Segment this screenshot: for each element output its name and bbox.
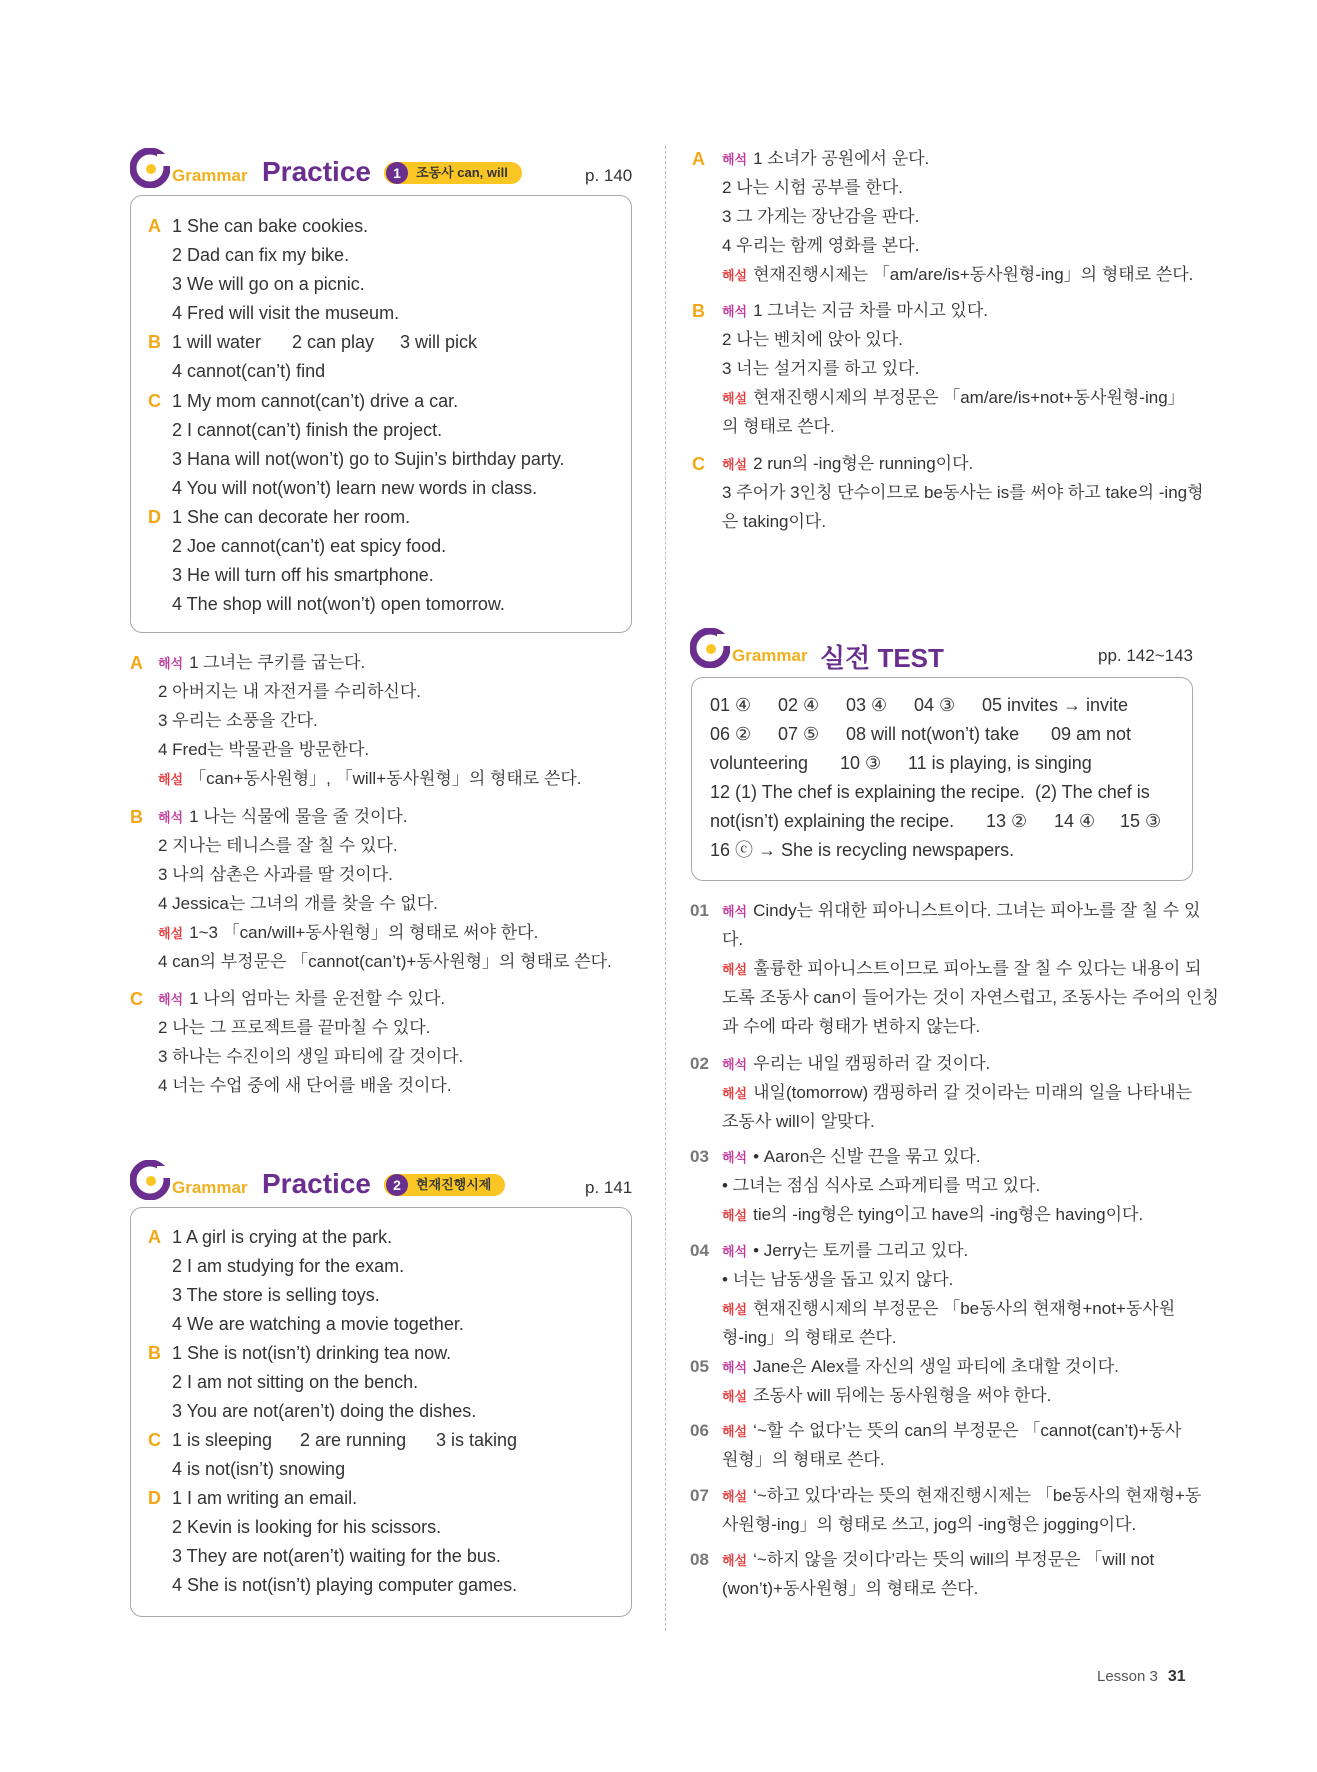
label-a: A <box>148 216 161 236</box>
label-a: A <box>692 149 705 169</box>
note-line: 해석 1 나의 엄마는 차를 운전할 수 있다. <box>158 989 446 1008</box>
question-number: 02 <box>690 1054 709 1073</box>
grammar-logo-icon <box>690 628 730 668</box>
answer-line: 2 I cannot(can’t) finish the project. <box>172 420 443 440</box>
answer-line: 1 will water <box>172 332 262 352</box>
lesson-label: Lesson 3 <box>1097 1668 1158 1685</box>
note-line: 2 나는 그 프로젝트를 끝마칠 수 있다. <box>158 1018 431 1037</box>
question-number: 01 <box>690 901 709 920</box>
test-answer: 16 ⓒ → She is recycling newspapers. <box>710 840 1015 860</box>
explanation-line: • 너는 남동생을 돕고 있지 않다. <box>722 1270 954 1289</box>
answer-line: 2 can play <box>292 332 375 352</box>
note-line: 해석 1 그녀는 쿠키를 굽는다. <box>158 653 366 672</box>
explanation-tag: 해설 <box>722 1553 748 1568</box>
answer-line: 3 They are not(aren’t) waiting for the bus. <box>172 1546 501 1566</box>
label-b: B <box>148 1343 161 1363</box>
translation-tag: 해석 <box>158 656 184 671</box>
test-answer: 08 will not(won’t) take <box>846 724 1020 744</box>
answer-line: 4 We are watching a movie together. <box>172 1314 464 1334</box>
explanation-tag: 해설 <box>158 772 184 787</box>
note-line: 해석 1 소녀가 공원에서 운다. <box>722 149 930 168</box>
tag-number: 1 <box>386 162 408 184</box>
explanation-line: 조동사 will이 알맞다. <box>722 1112 875 1131</box>
answer-line: 3 You are not(aren’t) doing the dishes. <box>172 1401 477 1421</box>
answer-line: 1 She can decorate her room. <box>172 507 411 527</box>
explanation-line: 해설 조동사 will 뒤에는 동사원형을 써야 한다. <box>722 1386 1052 1405</box>
explanation-tag: 해설 <box>722 1086 748 1101</box>
note-line: 4 Fred는 박물관을 방문한다. <box>158 740 370 759</box>
test-answer: 09 am not <box>1051 724 1132 744</box>
explanation-line: 해석 Jane은 Alex를 자신의 생일 파티에 초대할 것이다. <box>722 1357 1119 1376</box>
question-number: 06 <box>690 1421 709 1440</box>
explanation-line: 사원형-ing」의 형태로 쓰고, jog의 -ing형은 jogging이다. <box>722 1515 1137 1534</box>
note-line: 해설 1~3 「can/will+동사원형」의 형태로 써야 한다. <box>158 923 539 942</box>
explanation-line: 과 수에 따라 형태가 변하지 않는다. <box>722 1017 981 1036</box>
answer-line: 4 Fred will visit the museum. <box>172 303 400 323</box>
section-title: 실전 TEST <box>820 643 944 673</box>
explanation-tag: 해설 <box>722 962 748 977</box>
label-c: C <box>130 989 143 1009</box>
note-line: 해설 2 run의 -ing형은 running이다. <box>722 454 974 473</box>
label-a: A <box>148 1227 161 1247</box>
note-line: 2 나는 벤치에 앉아 있다. <box>722 330 903 349</box>
answer-line: 1 My mom cannot(can’t) drive a car. <box>172 391 459 411</box>
note-line: 2 아버지는 내 자전거를 수리하신다. <box>158 682 421 701</box>
tag-label: 현재진행시제 <box>416 1177 492 1192</box>
explanation-line: • 그녀는 점심 식사로 스파게티를 먹고 있다. <box>722 1176 1041 1195</box>
answer-line: 2 I am not sitting on the bench. <box>172 1372 419 1392</box>
explanation-line: 도록 조동사 can이 들어가는 것이 자연스럽고, 조동사는 주어의 인칭 <box>722 988 1219 1007</box>
test-answer: 15 ③ <box>1120 811 1162 831</box>
explanation-tag: 해설 <box>158 926 184 941</box>
translation-tag: 해석 <box>722 1150 748 1165</box>
label-b: B <box>130 807 143 827</box>
label-a: A <box>130 653 143 673</box>
explanation-line: 다. <box>722 930 744 949</box>
explanation-tag: 해설 <box>722 268 748 283</box>
translation-tag: 해석 <box>722 904 748 919</box>
page-ref: p. 140 <box>585 166 633 185</box>
answer-line: 2 Dad can fix my bike. <box>172 245 350 265</box>
question-number: 07 <box>690 1486 709 1505</box>
test-answer: 07 ⑤ <box>778 724 820 744</box>
answer-line: 1 She can bake cookies. <box>172 216 369 236</box>
test-answer: not(isn’t) explaining the recipe. <box>710 811 955 831</box>
test-answer: 12 (1) The chef is explaining the recipe. <box>710 782 1025 802</box>
answer-line: 1 She is not(isn’t) drinking tea now. <box>172 1343 452 1363</box>
answer-line: 2 are running <box>300 1430 407 1450</box>
test-answer: (2) The chef is <box>1035 782 1150 802</box>
note-line: 해설 현재진행시제는 「am/are/is+동사원형-ing」의 형태로 쓴다. <box>722 265 1194 284</box>
note-line: 4 너는 수업 중에 새 단어를 배울 것이다. <box>158 1076 452 1095</box>
question-number: 08 <box>690 1550 709 1569</box>
explanation-line: (won’t)+동사원형」의 형태로 쓴다. <box>722 1579 979 1598</box>
label-b: B <box>148 332 161 352</box>
test-answer: 01 ④ <box>710 695 752 715</box>
grammar-logo-icon <box>130 148 170 188</box>
note-line: 의 형태로 쓴다. <box>722 417 835 436</box>
note-line: 은 taking이다. <box>722 512 827 531</box>
explanation-line: 해설 ‘~하지 않을 것이다’라는 뜻의 will의 부정문은 「will not <box>722 1550 1155 1569</box>
answer-line: 4 cannot(can’t) find <box>172 361 326 381</box>
section-tag <box>384 1174 505 1196</box>
answer-line: 3 will pick <box>400 332 478 352</box>
test-answer: 03 ④ <box>846 695 888 715</box>
translation-tag: 해석 <box>722 1057 748 1072</box>
explanation-tag: 해설 <box>722 1302 748 1317</box>
test-answer: 06 ② <box>710 724 752 744</box>
question-number: 04 <box>690 1241 709 1260</box>
explanation-line: 해석 Cindy는 위대한 피아니스트이다. 그녀는 피아노를 잘 칠 수 있 <box>722 901 1201 920</box>
explanation-tag: 해설 <box>722 457 748 472</box>
answer-line: 4 The shop will not(won’t) open tomorrow. <box>172 594 505 614</box>
explanation-line: 해석 • Jerry는 토끼를 그리고 있다. <box>722 1241 969 1260</box>
page-ref: p. 141 <box>585 1178 633 1197</box>
test-answer: 05 invites → invite <box>982 695 1129 715</box>
page-number: 31 <box>1167 1668 1186 1685</box>
explanation-line: 해설 ‘~할 수 없다’는 뜻의 can의 부정문은 「cannot(can’t)+동사 <box>722 1421 1182 1440</box>
answer-line: 2 Joe cannot(can’t) eat spicy food. <box>172 536 447 556</box>
translation-tag: 해석 <box>158 810 184 825</box>
note-line: 3 하나는 수진이의 생일 파티에 갈 것이다. <box>158 1047 464 1066</box>
page-ref: pp. 142~143 <box>1098 646 1194 665</box>
answer-line: 2 I am studying for the exam. <box>172 1256 405 1276</box>
test-answer: 04 ③ <box>914 695 956 715</box>
explanation-tag: 해설 <box>722 1424 748 1439</box>
note-line: 해설 현재진행시제의 부정문은 「am/are/is+not+동사원형-ing」 <box>722 388 1185 407</box>
section-tag <box>384 162 522 184</box>
note-line: 2 나는 시험 공부를 한다. <box>722 178 903 197</box>
explanation-line: 해석 • Aaron은 신발 끈을 묶고 있다. <box>722 1147 981 1166</box>
test-answer: 10 ③ <box>840 753 882 773</box>
explanation-tag: 해설 <box>722 1208 748 1223</box>
explanation-line: 해설 tie의 -ing형은 tying이고 have의 -ing형은 having이다. <box>722 1205 1144 1224</box>
translation-tag: 해석 <box>722 1244 748 1259</box>
tag-label: 조동사 can, will <box>416 165 508 180</box>
page-footer <box>1097 1668 1186 1686</box>
answer-line: 3 Hana will not(won’t) go to Sujin’s birthday party. <box>172 449 565 469</box>
explanation-line: 해설 현재진행시제의 부정문은 「be동사의 현재형+not+동사원 <box>722 1299 1176 1318</box>
answer-line: 3 We will go on a picnic. <box>172 274 365 294</box>
label-c: C <box>692 454 705 474</box>
note-line: 3 그 가게는 장난감을 판다. <box>722 207 920 226</box>
translation-tag: 해석 <box>158 992 184 1007</box>
note-line: 3 우리는 소풍을 간다. <box>158 711 318 730</box>
answer-line: 3 is taking <box>436 1430 518 1450</box>
answer-line: 1 A girl is crying at the park. <box>172 1227 393 1247</box>
test-answer: 02 ④ <box>778 695 820 715</box>
explanation-tag: 해설 <box>722 1389 748 1404</box>
explanation-line: 해설 내일(tomorrow) 캠핑하러 갈 것이라는 미래의 일을 나타내는 <box>722 1083 1193 1102</box>
question-number: 05 <box>690 1357 709 1376</box>
explanation-line: 해석 우리는 내일 캠핑하러 갈 것이다. <box>722 1054 991 1073</box>
explanation-tag: 해설 <box>722 391 748 406</box>
grammar-brand: Grammar <box>172 1178 248 1197</box>
grammar-brand: Grammar <box>172 166 248 185</box>
note-line: 3 주어가 3인칭 단수이므로 be동사는 is를 써야 하고 take의 -ing형 <box>722 483 1204 502</box>
label-c: C <box>148 1430 161 1450</box>
note-line: 2 지나는 테니스를 잘 칠 수 있다. <box>158 836 398 855</box>
question-number: 03 <box>690 1147 709 1166</box>
label-c: C <box>148 391 161 411</box>
practice1-header <box>130 148 633 192</box>
note-line: 4 Jessica는 그녀의 개를 찾을 수 없다. <box>158 894 438 913</box>
section-title: Practice <box>262 156 371 187</box>
tag-number: 2 <box>386 1174 408 1196</box>
note-line: 해설 「can+동사원형」, 「will+동사원형」의 형태로 쓴다. <box>158 769 582 788</box>
answer-line: 3 The store is selling toys. <box>172 1285 380 1305</box>
test-answer: 13 ② <box>986 811 1028 831</box>
explanation-line: 원형」의 형태로 쓴다. <box>722 1450 885 1469</box>
practice2-header <box>130 1160 633 1204</box>
test-answer: 11 is playing, is singing <box>908 753 1092 773</box>
note-line: 4 우리는 함께 영화를 본다. <box>722 236 920 255</box>
answer-line: 1 is sleeping <box>172 1430 273 1450</box>
answer-line: 4 You will not(won’t) learn new words in class. <box>172 478 538 498</box>
answer-line: 4 is not(isn’t) snowing <box>172 1459 346 1479</box>
explanation-line: 해설 ‘~하고 있다’라는 뜻의 현재진행시제는 「be동사의 현재형+동 <box>722 1486 1202 1505</box>
translation-tag: 해석 <box>722 1360 748 1375</box>
answer-line: 3 He will turn off his smartphone. <box>172 565 434 585</box>
label-b: B <box>692 301 705 321</box>
label-d: D <box>148 1488 161 1508</box>
section-title: Practice <box>262 1168 371 1199</box>
grammar-brand: Grammar <box>732 646 808 665</box>
note-line: 3 나의 삼촌은 사과를 딸 것이다. <box>158 865 393 884</box>
explanation-line: 해설 훌륭한 피아니스트이므로 피아노를 잘 칠 수 있다는 내용이 되 <box>722 959 1202 978</box>
grammar-logo-icon <box>130 1160 170 1200</box>
test-header <box>690 628 1192 672</box>
column-divider <box>665 146 666 1631</box>
note-line: 3 너는 설거지를 하고 있다. <box>722 359 920 378</box>
label-d: D <box>148 507 161 527</box>
note-line: 4 can의 부정문은 「cannot(can’t)+동사원형」의 형태로 쓴다. <box>158 952 612 971</box>
test-answer: 14 ④ <box>1054 811 1096 831</box>
translation-tag: 해석 <box>722 304 748 319</box>
note-line: 해석 1 나는 식물에 물을 줄 것이다. <box>158 807 408 826</box>
explanation-tag: 해설 <box>722 1489 748 1504</box>
answer-line: 1 I am writing an email. <box>172 1488 358 1508</box>
answer-line: 2 Kevin is looking for his scissors. <box>172 1517 442 1537</box>
test-answer: volunteering <box>710 753 809 773</box>
answer-line: 4 She is not(isn’t) playing computer games. <box>172 1575 518 1595</box>
translation-tag: 해석 <box>722 152 748 167</box>
explanation-line: 형-ing」의 형태로 쓴다. <box>722 1328 897 1347</box>
note-line: 해석 1 그녀는 지금 차를 마시고 있다. <box>722 301 988 320</box>
